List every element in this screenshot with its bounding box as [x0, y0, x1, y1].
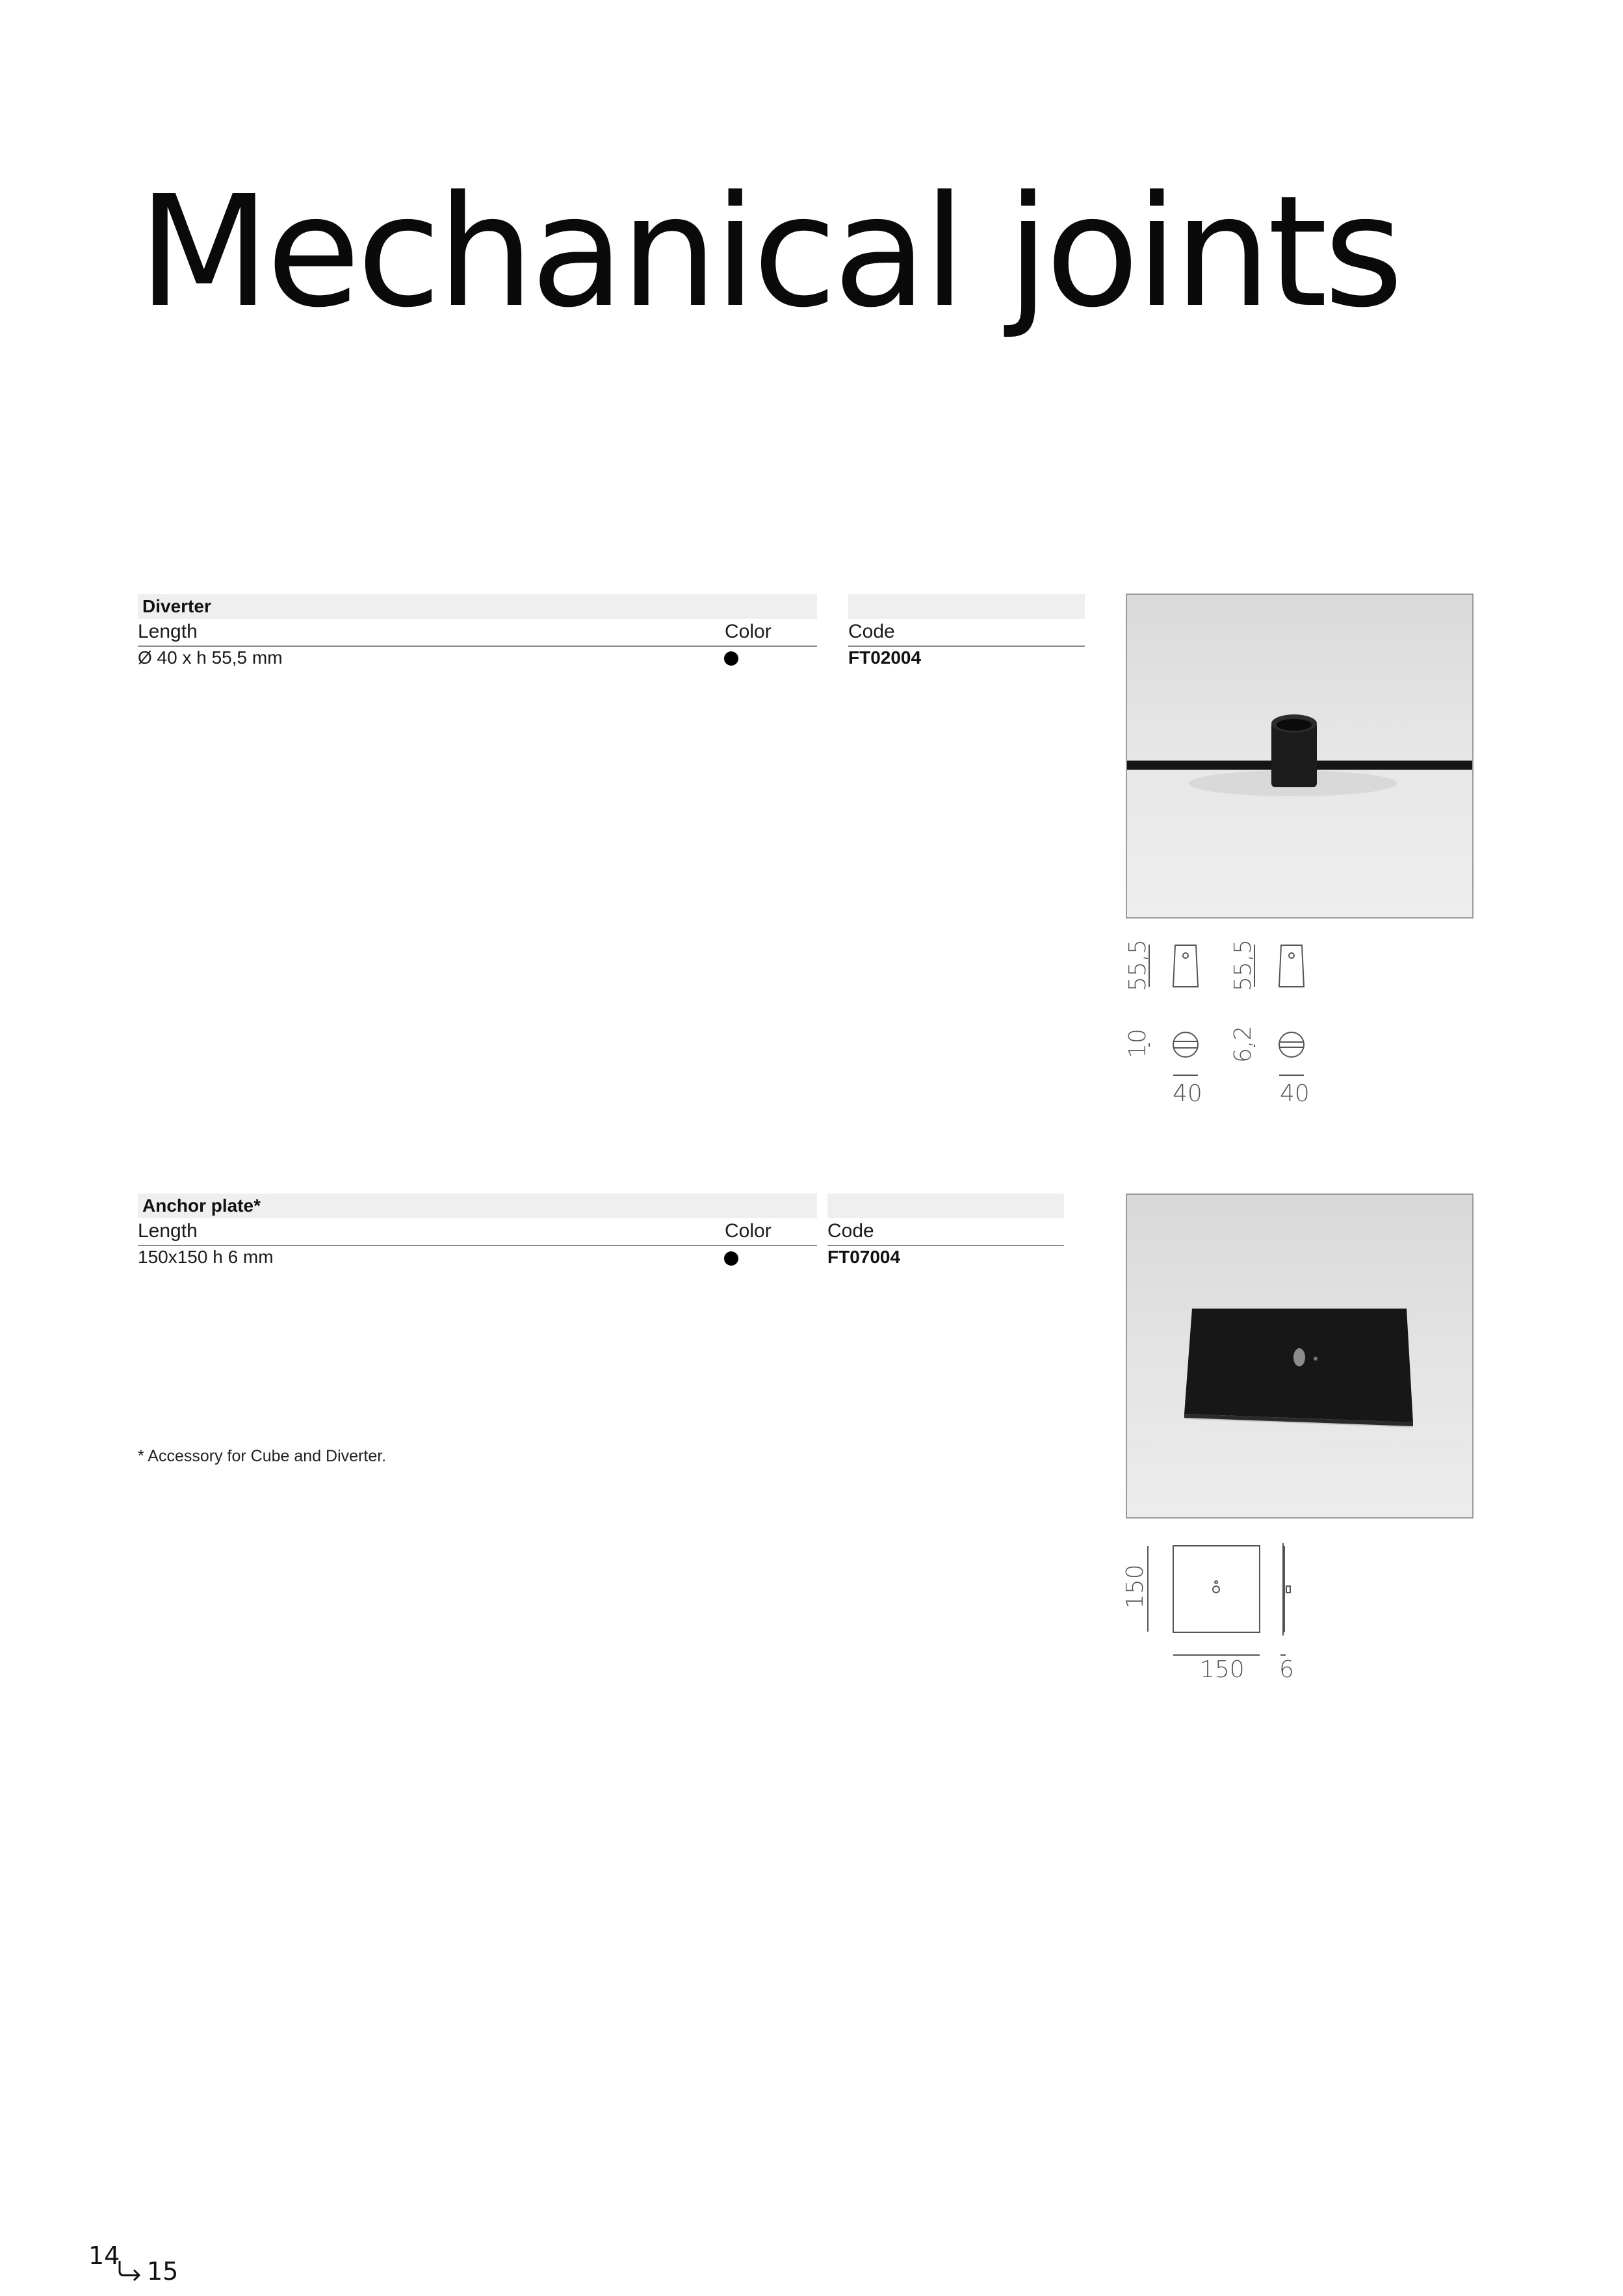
dim-height-2: 55,5	[1230, 939, 1256, 991]
length-header: Length	[138, 621, 198, 642]
code-bar	[848, 594, 1085, 619]
length-header: Length	[138, 1220, 198, 1242]
dim-thickness: 6	[1279, 1656, 1294, 1683]
dim-width-2: 40	[1280, 1080, 1310, 1107]
footnote: * Accessory for Cube and Diverter.	[138, 1447, 387, 1465]
page-title: Mechanical joints	[138, 163, 1400, 341]
product-photo	[1126, 594, 1474, 919]
hook-arrow-icon	[117, 2260, 143, 2282]
anchor-plate-photo-illustration	[1127, 1195, 1474, 1519]
dim-height-1: 55,5	[1124, 939, 1151, 991]
dim-width: 150	[1200, 1656, 1245, 1683]
product-name: Anchor plate*	[142, 1195, 261, 1216]
product-photo	[1126, 1194, 1474, 1519]
dim-thickness-1: 10	[1124, 1028, 1151, 1058]
page-number-current: 14	[88, 2241, 120, 2270]
anchor-plate-technical-drawing	[1144, 1541, 1339, 1684]
code-header: Code	[848, 621, 895, 642]
color-header: Color	[725, 621, 772, 642]
page-number-next[interactable]: 15	[147, 2257, 179, 2286]
code-bar	[827, 1194, 1064, 1218]
dim-thickness-2: 6,2	[1230, 1025, 1256, 1063]
color-swatch-black	[724, 1251, 738, 1266]
color-header: Color	[725, 1220, 772, 1242]
dim-width-1: 40	[1173, 1080, 1202, 1107]
code-value: FT02004	[848, 647, 922, 668]
dim-height: 150	[1122, 1564, 1149, 1609]
length-value: 150x150 h 6 mm	[138, 1247, 274, 1267]
color-swatch-black	[724, 651, 738, 666]
diverter-photo-illustration	[1127, 595, 1474, 919]
code-value: FT07004	[827, 1247, 901, 1267]
code-header: Code	[827, 1220, 874, 1242]
length-value: Ø 40 x h 55,5 mm	[138, 647, 283, 668]
product-name: Diverter	[142, 596, 211, 616]
product-name-bar	[138, 594, 817, 619]
diverter-technical-drawing	[1124, 936, 1397, 1066]
